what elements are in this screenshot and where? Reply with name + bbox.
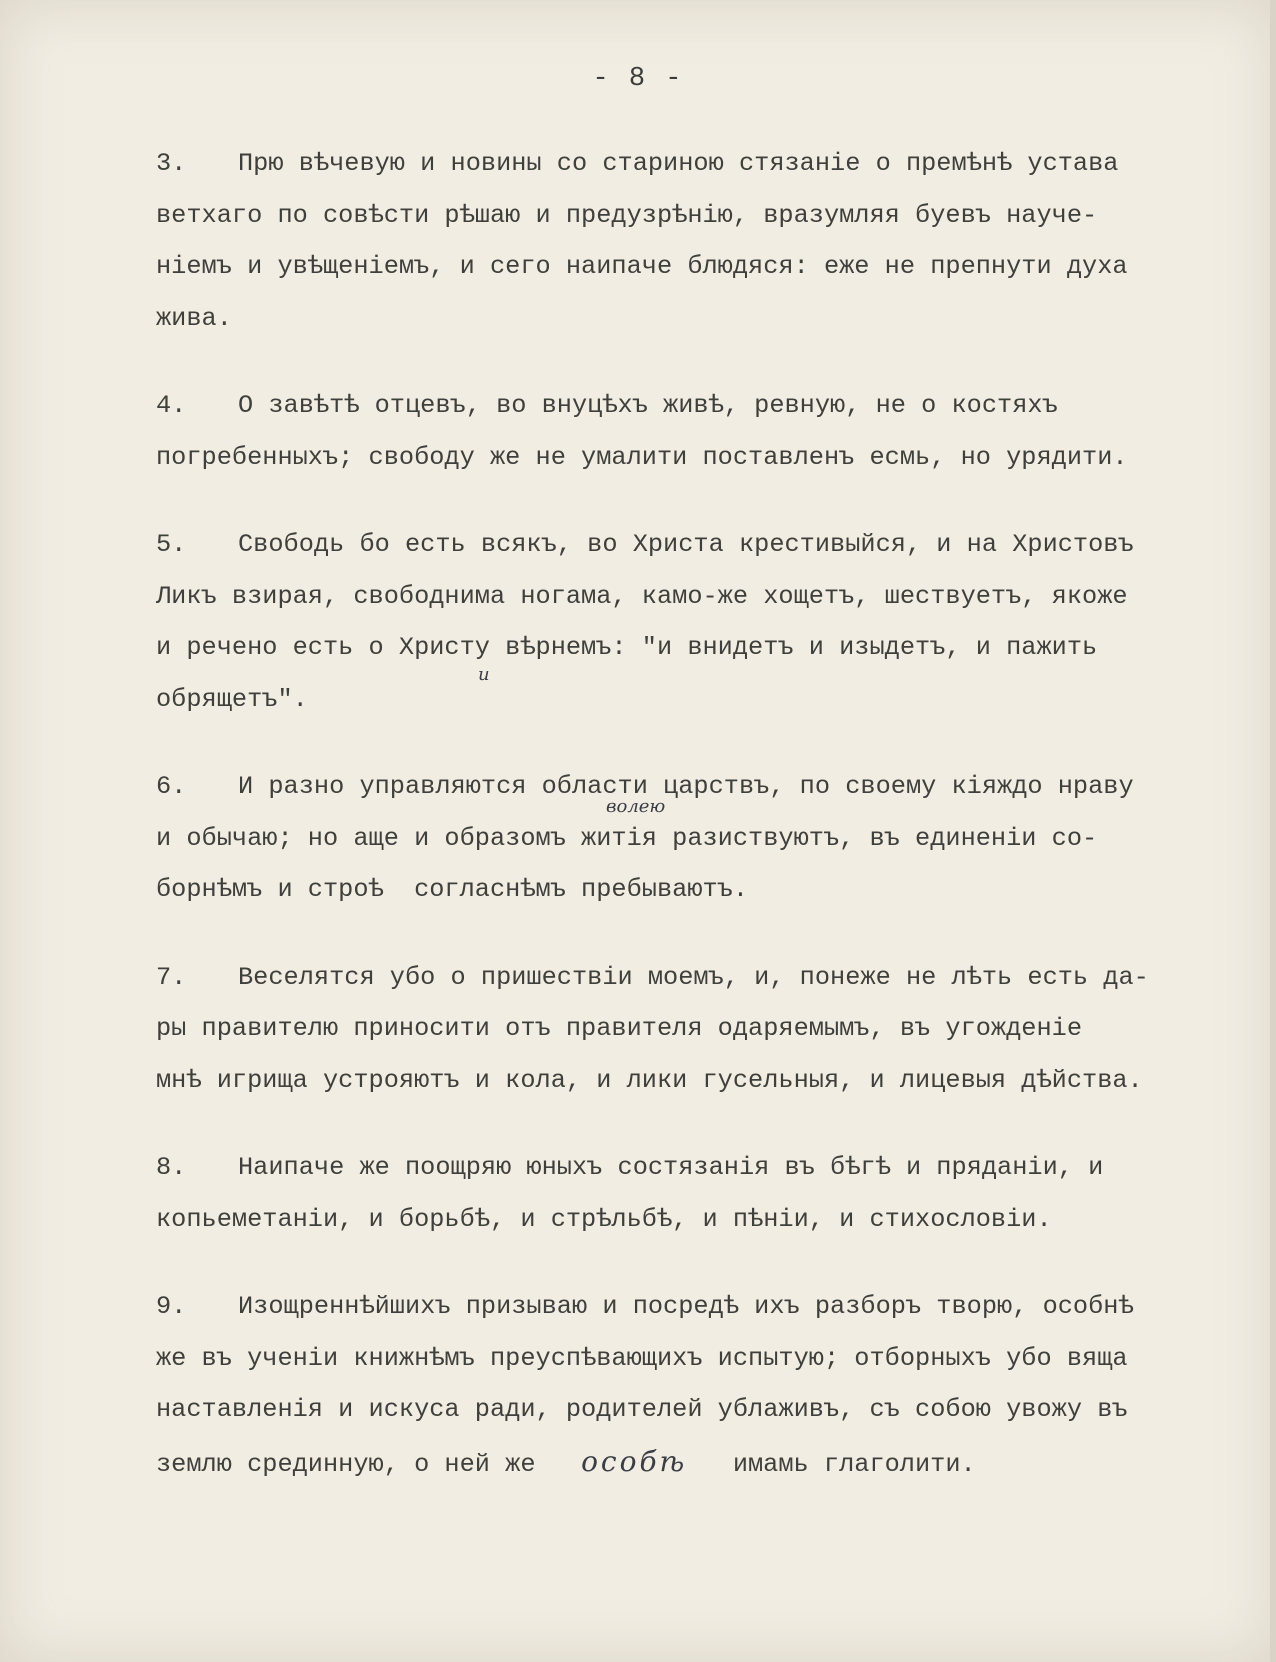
text-line: ветхаго по совѣсти рѣшаю и предузрѣнію, вразумляя буевъ науче- [156, 200, 1098, 230]
line-text: Прю вѣчевую и новины со стариною стязаніе о премѣнѣ устава [238, 149, 1119, 178]
text-line [156, 380, 1236, 432]
handwritten-note-i: и [478, 664, 490, 685]
paragraph-4 [156, 380, 1236, 483]
line-text: Наипаче же поощряю юныхъ состязанія въ бѣгѣ и пряданіи, и [238, 1153, 1104, 1182]
handwritten-insertion: особѣ [581, 1444, 688, 1478]
text-line [156, 761, 1236, 813]
paragraph-8 [156, 1142, 1236, 1245]
text-line: мнѣ игрища устрояютъ и кола, и лики гусельныя, и лицевыя дѣйства. [156, 1065, 1143, 1095]
line-text: О завѣтѣ отцевъ, во внуцѣхъ живѣ, ревную, не о костяхъ [238, 391, 1058, 420]
text-line: обрящетъ". [156, 684, 308, 714]
paragraph-5 [156, 519, 1236, 725]
text-line: и обычаю; но аще и образомъ житія разиствуютъ, въ единеніи со- [156, 823, 1098, 853]
text-line [156, 1281, 1236, 1333]
line-text: землю срединную, о ней же [156, 1449, 536, 1479]
paragraph-3 [156, 138, 1236, 344]
paragraph-number: 8. [156, 1153, 187, 1182]
paragraph-number: 5. [156, 530, 187, 559]
text-line [156, 1436, 1236, 1491]
paragraph-9 [156, 1281, 1236, 1490]
text-line: и речено есть о Христу вѣрнемъ: "и внидетъ и изыдетъ, и пажить [156, 633, 1098, 662]
paragraph-7 [156, 952, 1236, 1107]
paragraph-number: 3. [156, 149, 187, 178]
paragraph-number: 6. [156, 772, 187, 801]
document-body [156, 138, 1236, 1526]
text-line [156, 519, 1236, 571]
line-text: Изощреннѣйшихъ призываю и посредѣ ихъ разборъ творю, особнѣ [238, 1292, 1134, 1321]
text-line [156, 1142, 1236, 1194]
text-line: погребенныхъ; свободу же не умалити поставленъ есмь, но урядити. [156, 442, 1128, 472]
paragraph-number: 9. [156, 1292, 187, 1321]
text-line [156, 138, 1236, 190]
line-text: И разно управляются области царствъ, по своему кіяждо нраву [238, 772, 1134, 801]
line-text: имамь глаголити. [732, 1449, 976, 1479]
text-line: борнѣмъ и строѣ согласнѣмъ пребываютъ. [156, 875, 749, 904]
paper-edge [1270, 0, 1276, 1662]
page-number: - 8 - [592, 64, 684, 94]
text-line: наставленія и искуса ради, родителей ублаживъ, съ собою увожу въ [156, 1395, 1128, 1424]
line-text: Веселятся убо о пришествіи моемъ, и, понеже не лѣть есть да- [238, 962, 1149, 992]
paragraph-6 [156, 761, 1236, 916]
text-line: жива. [156, 303, 232, 333]
text-line: копьеметаніи, и борьбѣ, и стрѣльбѣ, и пѣніи, и стихословіи. [156, 1204, 1052, 1234]
line-text: Свободь бо есть всякъ, во Христа крестивыйся, и на Христовъ [238, 530, 1134, 559]
text-line: ніемъ и увѣщеніемъ, и сего наипаче блюдяся: еже не препнути духа [156, 252, 1128, 281]
handwritten-note-volenyu: волею [606, 796, 666, 817]
text-line: ры правителю приносити отъ правителя одаряемымъ, въ угожденіе [156, 1014, 1083, 1043]
paragraph-number: 7. [156, 962, 187, 992]
paragraph-number: 4. [156, 391, 187, 420]
text-line: же въ ученіи книжнѣмъ преуспѣвающихъ испытую; отборныхъ убо вяща [156, 1343, 1128, 1373]
text-line: Ликъ взирая, свободнима ногама, камо-же хощетъ, шествуетъ, якоже [156, 581, 1128, 611]
text-line [156, 952, 1236, 1004]
